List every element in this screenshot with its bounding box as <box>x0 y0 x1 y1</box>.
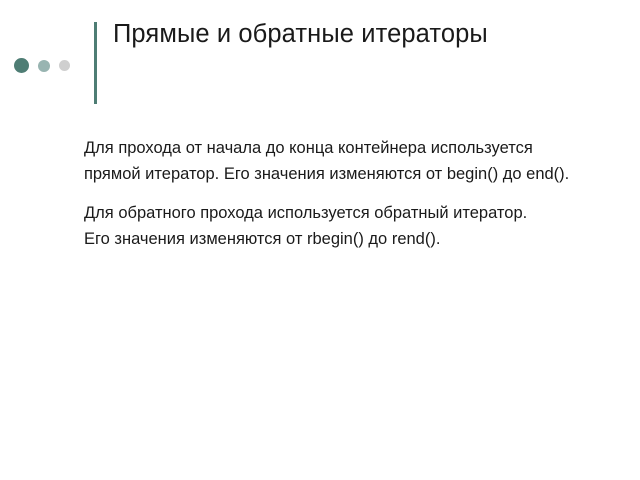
slide-title-block <box>0 22 640 122</box>
slide-body <box>0 136 640 266</box>
decorative-dots-group <box>14 58 70 73</box>
decor-dot-large-icon <box>14 58 29 73</box>
title-accent-bar <box>94 22 97 104</box>
body-paragraph: Для обратного прохода используется обратный итератор. Его значения изменяются от rbegin() до rend(). <box>84 204 528 248</box>
decor-dot-medium-icon <box>38 60 50 72</box>
page-title: Прямые и обратные итераторы <box>113 20 488 48</box>
decor-dot-small-icon <box>59 60 70 71</box>
body-paragraph: Для прохода от начала до конца контейнера используется прямой итератор. Его значения изменяются от begin() до end(). <box>84 139 570 183</box>
